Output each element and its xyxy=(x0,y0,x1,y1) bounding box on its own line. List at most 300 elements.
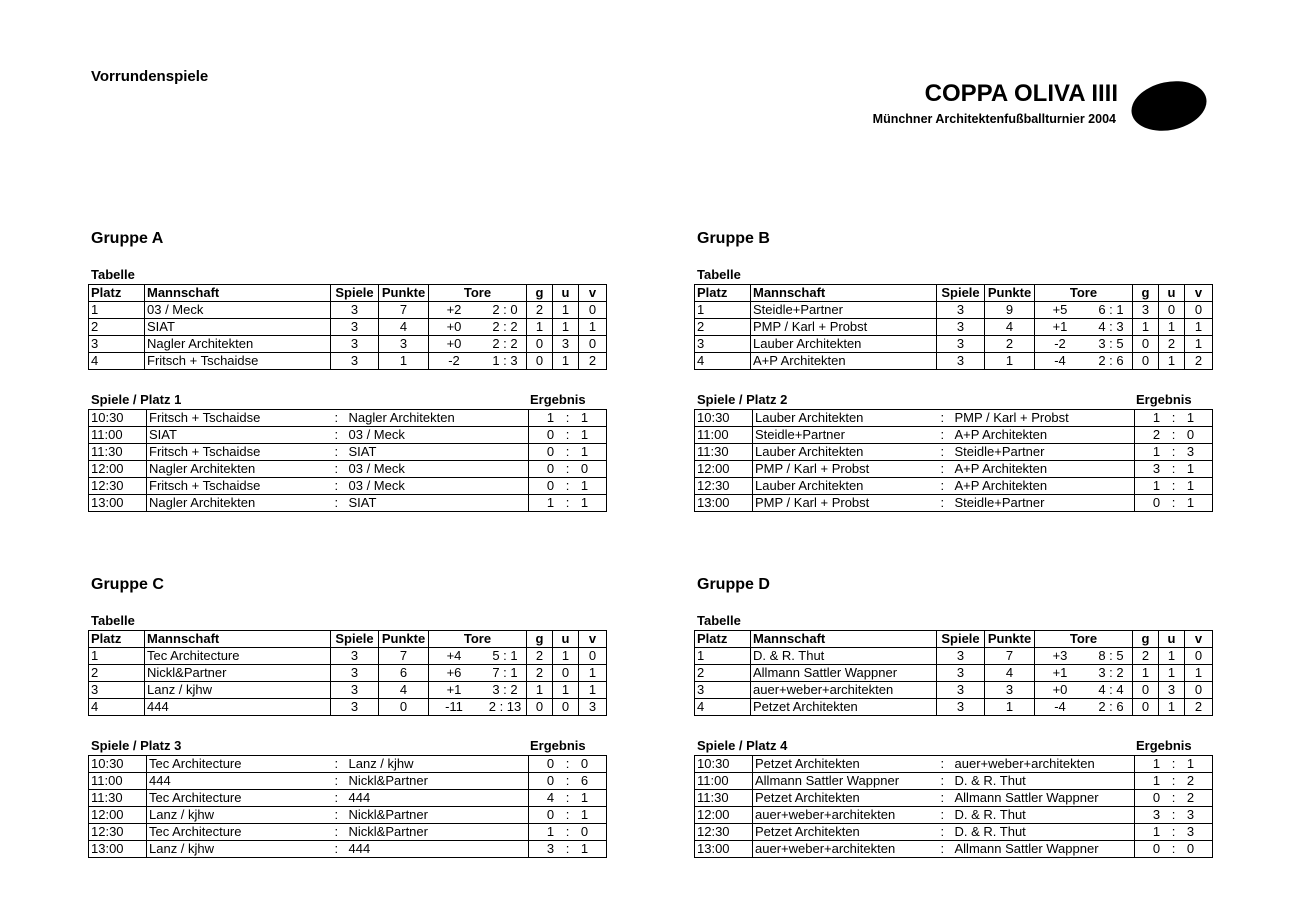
losses-cell: 0 xyxy=(1185,648,1213,665)
goals-cell xyxy=(1035,682,1133,699)
away-score: 0 xyxy=(580,461,589,476)
draws-cell: 1 xyxy=(553,302,579,319)
home-team: auer+weber+architekten xyxy=(753,841,939,858)
team-cell: SIAT xyxy=(145,319,331,336)
home-team: Lanz / kjhw xyxy=(147,841,333,858)
match-row xyxy=(695,427,1213,444)
away-cell xyxy=(333,790,529,807)
points-cell: 3 xyxy=(985,682,1035,699)
match-separator: : xyxy=(940,824,945,839)
score-separator: : xyxy=(1171,478,1176,493)
points-cell: 4 xyxy=(379,319,429,336)
draws-cell: 1 xyxy=(1159,699,1185,716)
column-header-punkte: Punkte xyxy=(985,631,1035,648)
away-team: 03 / Meck xyxy=(348,461,405,476)
losses-cell: 2 xyxy=(579,353,607,370)
standings-table xyxy=(88,284,607,370)
home-score: 0 xyxy=(1152,790,1161,805)
home-team: Allmann Sattler Wappner xyxy=(753,773,939,790)
away-team: Nagler Architekten xyxy=(348,410,455,425)
home-team: Fritsch + Tschaidse xyxy=(147,478,333,495)
goal-difference: +0 xyxy=(446,319,462,334)
team-cell: Lanz / kjhw xyxy=(145,682,331,699)
rank-cell: 4 xyxy=(695,353,751,370)
column-header-team: Mannschaft xyxy=(145,285,331,302)
match-time: 13:00 xyxy=(89,841,147,858)
rank-cell: 3 xyxy=(695,682,751,699)
team-cell: Nickl&Partner xyxy=(145,665,331,682)
match-separator: : xyxy=(334,824,339,839)
standings-row xyxy=(695,665,1213,682)
wins-cell: 1 xyxy=(1133,665,1159,682)
away-score: 1 xyxy=(1186,461,1195,476)
match-separator: : xyxy=(940,444,945,459)
away-cell xyxy=(939,756,1135,773)
away-team: D. & R. Thut xyxy=(954,807,1026,822)
goals-cell xyxy=(429,353,527,370)
goals-cell xyxy=(1035,648,1133,665)
away-score: 0 xyxy=(580,756,589,771)
score-separator: : xyxy=(565,410,570,425)
home-team: Nagler Architekten xyxy=(147,461,333,478)
games-cell: 3 xyxy=(937,648,985,665)
match-result xyxy=(529,444,607,461)
column-header-g: g xyxy=(527,285,553,302)
match-result xyxy=(1135,824,1213,841)
games-cell: 3 xyxy=(937,302,985,319)
match-row xyxy=(89,790,607,807)
home-team: Lauber Architekten xyxy=(753,410,939,427)
wins-cell: 0 xyxy=(1133,699,1159,716)
match-time: 13:00 xyxy=(695,495,753,512)
away-cell xyxy=(939,410,1135,427)
match-separator: : xyxy=(334,790,339,805)
standings-row xyxy=(695,699,1213,716)
match-row xyxy=(89,461,607,478)
match-result xyxy=(529,478,607,495)
away-cell xyxy=(333,427,529,444)
games-cell: 3 xyxy=(331,336,379,353)
column-header-tore: Tore xyxy=(429,631,527,648)
column-header-punkte: Punkte xyxy=(379,631,429,648)
team-cell: D. & R. Thut xyxy=(751,648,937,665)
away-score: 1 xyxy=(580,478,589,493)
match-time: 12:00 xyxy=(89,461,147,478)
team-cell: 03 / Meck xyxy=(145,302,331,319)
goal-ratio: 8 : 5 xyxy=(1098,648,1124,663)
match-time: 11:00 xyxy=(89,773,147,790)
goal-difference: +3 xyxy=(1052,648,1068,663)
rank-cell: 1 xyxy=(89,302,145,319)
away-score: 6 xyxy=(580,773,589,788)
away-score: 1 xyxy=(580,495,589,510)
match-result xyxy=(529,807,607,824)
losses-cell: 0 xyxy=(1185,682,1213,699)
away-cell xyxy=(333,461,529,478)
losses-cell: 0 xyxy=(579,302,607,319)
rank-cell: 2 xyxy=(695,319,751,336)
points-cell: 2 xyxy=(985,336,1035,353)
column-header-tore: Tore xyxy=(1035,285,1133,302)
score-separator: : xyxy=(1171,495,1176,510)
losses-cell: 0 xyxy=(579,648,607,665)
games-cell: 3 xyxy=(937,319,985,336)
home-score: 1 xyxy=(1152,824,1161,839)
group-title: Gruppe C xyxy=(91,576,164,593)
away-score: 1 xyxy=(580,427,589,442)
match-separator: : xyxy=(940,756,945,771)
away-score: 0 xyxy=(580,824,589,839)
games-cell: 3 xyxy=(331,682,379,699)
column-header-spiele: Spiele xyxy=(937,631,985,648)
games-cell: 3 xyxy=(937,336,985,353)
standings-row xyxy=(695,353,1213,370)
games-cell: 3 xyxy=(331,302,379,319)
goal-ratio: 2 : 0 xyxy=(492,302,518,317)
score-separator: : xyxy=(1171,790,1176,805)
away-score: 1 xyxy=(1186,478,1195,493)
standings-row xyxy=(695,682,1213,699)
away-score: 1 xyxy=(1186,756,1195,771)
rank-cell: 2 xyxy=(89,319,145,336)
column-header-platz: Platz xyxy=(695,631,751,648)
match-row xyxy=(695,790,1213,807)
home-score: 0 xyxy=(546,461,555,476)
match-time: 11:30 xyxy=(695,444,753,461)
away-team: PMP / Karl + Probst xyxy=(954,410,1069,425)
standings-row xyxy=(89,336,607,353)
points-cell: 4 xyxy=(985,319,1035,336)
goals-cell xyxy=(1035,353,1133,370)
away-team: auer+weber+architekten xyxy=(954,756,1095,771)
score-separator: : xyxy=(1171,461,1176,476)
points-cell: 1 xyxy=(379,353,429,370)
away-cell xyxy=(939,807,1135,824)
wins-cell: 2 xyxy=(527,665,553,682)
away-cell xyxy=(939,444,1135,461)
goal-ratio: 5 : 1 xyxy=(492,648,518,663)
score-separator: : xyxy=(1171,427,1176,442)
away-cell xyxy=(333,410,529,427)
home-score: 1 xyxy=(1152,478,1161,493)
standings-header-row xyxy=(89,631,607,648)
result-label: Ergebnis xyxy=(530,738,586,753)
rank-cell: 1 xyxy=(89,648,145,665)
column-header-g: g xyxy=(527,631,553,648)
match-separator: : xyxy=(334,773,339,788)
home-team: Petzet Architekten xyxy=(753,790,939,807)
column-header-v: v xyxy=(579,631,607,648)
wins-cell: 0 xyxy=(1133,336,1159,353)
home-team: PMP / Karl + Probst xyxy=(753,495,939,512)
goal-ratio: 2 : 6 xyxy=(1098,699,1124,714)
home-score: 0 xyxy=(546,773,555,788)
match-separator: : xyxy=(940,807,945,822)
wins-cell: 0 xyxy=(527,336,553,353)
column-header-u: u xyxy=(1159,631,1185,648)
goals-cell xyxy=(429,336,527,353)
match-result xyxy=(1135,495,1213,512)
match-separator: : xyxy=(334,807,339,822)
wins-cell: 2 xyxy=(527,648,553,665)
goals-cell xyxy=(429,682,527,699)
goals-cell xyxy=(429,665,527,682)
team-cell: PMP / Karl + Probst xyxy=(751,319,937,336)
away-score: 2 xyxy=(1186,773,1195,788)
group-title: Gruppe A xyxy=(91,230,164,247)
home-team: Lauber Architekten xyxy=(753,478,939,495)
column-header-platz: Platz xyxy=(695,285,751,302)
column-header-g: g xyxy=(1133,285,1159,302)
goal-ratio: 4 : 4 xyxy=(1098,682,1124,697)
home-score: 3 xyxy=(546,841,555,856)
group-title: Gruppe D xyxy=(697,576,770,593)
score-separator: : xyxy=(565,824,570,839)
match-time: 12:30 xyxy=(695,824,753,841)
away-team: Steidle+Partner xyxy=(954,444,1045,459)
matches-table xyxy=(694,755,1213,858)
match-result xyxy=(1135,773,1213,790)
losses-cell: 0 xyxy=(579,336,607,353)
home-score: 1 xyxy=(1152,773,1161,788)
team-cell: Tec Architecture xyxy=(145,648,331,665)
matches-table xyxy=(694,409,1213,512)
match-row xyxy=(89,427,607,444)
away-cell xyxy=(939,841,1135,858)
match-separator: : xyxy=(940,773,945,788)
away-team: SIAT xyxy=(348,444,377,459)
match-result xyxy=(1135,807,1213,824)
goal-ratio: 2 : 13 xyxy=(488,699,522,714)
match-separator: : xyxy=(334,756,339,771)
goal-ratio: 2 : 2 xyxy=(492,319,518,334)
home-team: Tec Architecture xyxy=(147,824,333,841)
column-header-spiele: Spiele xyxy=(937,285,985,302)
match-separator: : xyxy=(334,427,339,442)
home-score: 2 xyxy=(1152,427,1161,442)
away-cell xyxy=(333,807,529,824)
score-separator: : xyxy=(565,495,570,510)
column-header-team: Mannschaft xyxy=(145,631,331,648)
home-team: Petzet Architekten xyxy=(753,756,939,773)
home-score: 0 xyxy=(1152,841,1161,856)
goal-difference: -11 xyxy=(445,699,463,714)
match-row xyxy=(89,773,607,790)
match-time: 11:00 xyxy=(89,427,147,444)
score-separator: : xyxy=(1171,444,1176,459)
draws-cell: 1 xyxy=(553,353,579,370)
home-score: 4 xyxy=(546,790,555,805)
match-time: 12:30 xyxy=(695,478,753,495)
match-separator: : xyxy=(334,478,339,493)
match-time: 12:00 xyxy=(89,807,147,824)
home-team: Tec Architecture xyxy=(147,756,333,773)
team-cell: 444 xyxy=(145,699,331,716)
away-score: 1 xyxy=(1186,410,1195,425)
away-cell xyxy=(333,444,529,461)
home-team: Tec Architecture xyxy=(147,790,333,807)
wins-cell: 1 xyxy=(527,319,553,336)
goals-cell xyxy=(1035,336,1133,353)
rank-cell: 4 xyxy=(89,699,145,716)
home-team: Steidle+Partner xyxy=(753,427,939,444)
home-team: Petzet Architekten xyxy=(753,824,939,841)
team-cell: Lauber Architekten xyxy=(751,336,937,353)
match-row xyxy=(695,807,1213,824)
home-score: 0 xyxy=(546,756,555,771)
match-separator: : xyxy=(940,790,945,805)
standings-header-row xyxy=(89,285,607,302)
points-cell: 7 xyxy=(379,648,429,665)
away-cell xyxy=(333,478,529,495)
games-cell: 3 xyxy=(331,353,379,370)
away-cell xyxy=(333,773,529,790)
match-time: 10:30 xyxy=(89,410,147,427)
match-time: 13:00 xyxy=(89,495,147,512)
draws-cell: 2 xyxy=(1159,336,1185,353)
wins-cell: 0 xyxy=(1133,353,1159,370)
goals-cell xyxy=(429,319,527,336)
standings-row xyxy=(89,682,607,699)
match-time: 10:30 xyxy=(695,756,753,773)
home-team: Nagler Architekten xyxy=(147,495,333,512)
away-team: Lanz / kjhw xyxy=(348,756,414,771)
match-row xyxy=(89,410,607,427)
points-cell: 9 xyxy=(985,302,1035,319)
draws-cell: 3 xyxy=(553,336,579,353)
away-team: D. & R. Thut xyxy=(954,824,1026,839)
score-separator: : xyxy=(565,756,570,771)
match-separator: : xyxy=(334,444,339,459)
tournament-subtitle: Münchner Architektenfußballturnier 2004 xyxy=(872,112,1116,126)
away-score: 2 xyxy=(1186,790,1195,805)
column-header-u: u xyxy=(553,631,579,648)
home-score: 0 xyxy=(1152,495,1161,510)
draws-cell: 1 xyxy=(1159,319,1185,336)
document-title: Vorrundenspiele xyxy=(91,68,209,85)
losses-cell: 1 xyxy=(1185,319,1213,336)
draws-cell: 3 xyxy=(1159,682,1185,699)
away-team: 444 xyxy=(348,790,371,805)
draws-cell: 1 xyxy=(1159,353,1185,370)
home-team: Fritsch + Tschaidse xyxy=(147,444,333,461)
rank-cell: 1 xyxy=(695,648,751,665)
rank-cell: 3 xyxy=(89,336,145,353)
match-result xyxy=(1135,461,1213,478)
home-team: auer+weber+architekten xyxy=(753,807,939,824)
draws-cell: 1 xyxy=(1159,665,1185,682)
goal-ratio: 3 : 2 xyxy=(1098,665,1124,680)
goals-cell xyxy=(1035,699,1133,716)
games-cell: 3 xyxy=(937,665,985,682)
away-team: Nickl&Partner xyxy=(348,807,428,822)
games-cell: 3 xyxy=(937,699,985,716)
draws-cell: 0 xyxy=(1159,302,1185,319)
match-row xyxy=(695,410,1213,427)
match-time: 10:30 xyxy=(695,410,753,427)
away-cell xyxy=(333,756,529,773)
goal-difference: +6 xyxy=(446,665,462,680)
match-result xyxy=(1135,410,1213,427)
home-score: 1 xyxy=(546,495,555,510)
points-cell: 6 xyxy=(379,665,429,682)
goal-difference: +5 xyxy=(1052,302,1068,317)
match-separator: : xyxy=(334,841,339,856)
score-separator: : xyxy=(565,807,570,822)
standings-row xyxy=(695,319,1213,336)
match-time: 12:00 xyxy=(695,461,753,478)
result-label: Ergebnis xyxy=(1136,392,1192,407)
match-separator: : xyxy=(334,495,339,510)
match-row xyxy=(89,478,607,495)
team-cell: Allmann Sattler Wappner xyxy=(751,665,937,682)
away-team: SIAT xyxy=(348,495,377,510)
away-team: Allmann Sattler Wappner xyxy=(954,790,1099,805)
losses-cell: 3 xyxy=(579,699,607,716)
home-score: 0 xyxy=(546,444,555,459)
draws-cell: 1 xyxy=(553,648,579,665)
away-score: 1 xyxy=(1186,495,1195,510)
result-label: Ergebnis xyxy=(1136,738,1192,753)
losses-cell: 1 xyxy=(1185,665,1213,682)
matches-label: Spiele / Platz 3 xyxy=(91,738,182,753)
match-time: 11:00 xyxy=(695,773,753,790)
home-team: PMP / Karl + Probst xyxy=(753,461,939,478)
goals-cell xyxy=(1035,319,1133,336)
score-separator: : xyxy=(565,478,570,493)
score-separator: : xyxy=(565,841,570,856)
points-cell: 1 xyxy=(985,699,1035,716)
wins-cell: 2 xyxy=(527,302,553,319)
standings-row xyxy=(695,648,1213,665)
home-score: 1 xyxy=(1152,410,1161,425)
away-cell xyxy=(939,773,1135,790)
column-header-spiele: Spiele xyxy=(331,631,379,648)
score-separator: : xyxy=(1171,807,1176,822)
points-cell: 4 xyxy=(985,665,1035,682)
losses-cell: 1 xyxy=(1185,336,1213,353)
score-separator: : xyxy=(565,461,570,476)
standings-row xyxy=(89,353,607,370)
points-cell: 7 xyxy=(379,302,429,319)
away-team: D. & R. Thut xyxy=(954,773,1026,788)
away-score: 3 xyxy=(1186,444,1195,459)
home-score: 3 xyxy=(1152,807,1161,822)
score-separator: : xyxy=(565,427,570,442)
goal-ratio: 2 : 6 xyxy=(1098,353,1124,368)
away-cell xyxy=(939,824,1135,841)
column-header-spiele: Spiele xyxy=(331,285,379,302)
away-team: A+P Architekten xyxy=(954,461,1048,476)
wins-cell: 3 xyxy=(1133,302,1159,319)
away-team: A+P Architekten xyxy=(954,478,1048,493)
rank-cell: 4 xyxy=(695,699,751,716)
score-separator: : xyxy=(565,773,570,788)
score-separator: : xyxy=(565,444,570,459)
games-cell: 3 xyxy=(937,353,985,370)
games-cell: 3 xyxy=(331,665,379,682)
home-score: 1 xyxy=(1152,444,1161,459)
match-separator: : xyxy=(940,410,945,425)
column-header-platz: Platz xyxy=(89,285,145,302)
match-time: 13:00 xyxy=(695,841,753,858)
match-separator: : xyxy=(940,841,945,856)
wins-cell: 0 xyxy=(527,353,553,370)
column-header-team: Mannschaft xyxy=(751,631,937,648)
goal-difference: -4 xyxy=(1054,353,1066,368)
match-separator: : xyxy=(940,478,945,493)
match-result xyxy=(1135,841,1213,858)
